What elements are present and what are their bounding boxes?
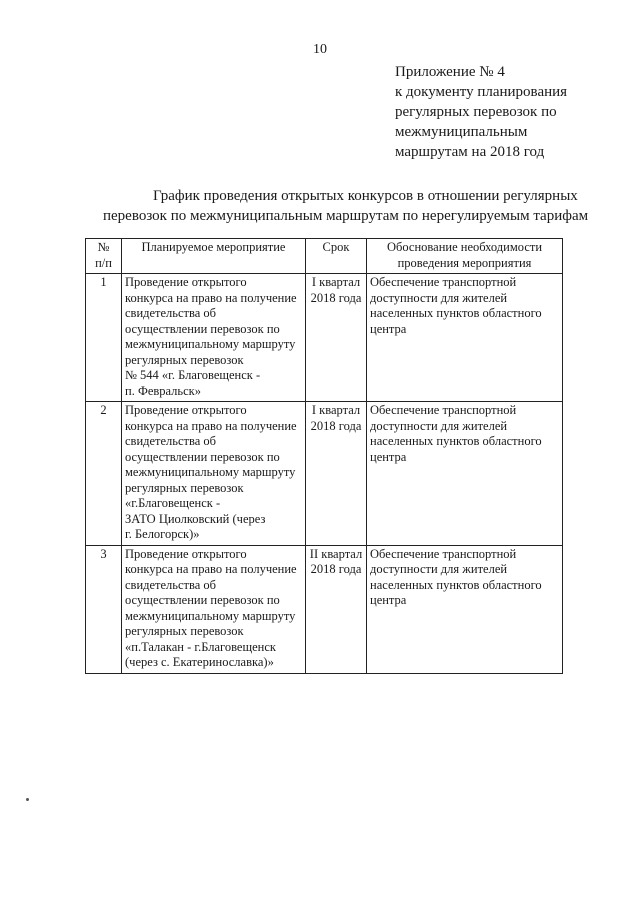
appendix-line: к документу планирования bbox=[395, 84, 568, 100]
row-number: 3 bbox=[86, 545, 122, 673]
row-event: Проведение открытого конкурса на право на получение свидетельства об осуществлении перевозок по межмуниципальному маршруту регулярных перевозок «п.Талакан - г.Благовещенск (через с. Екатеринославка)» bbox=[122, 545, 306, 673]
appendix-line: регулярных перевозок по bbox=[395, 104, 557, 120]
row-basis: Обеспечение транспортной доступности для жителей населенных пунктов областного центра bbox=[367, 545, 563, 673]
table-row bbox=[86, 545, 563, 673]
title-line: перевозок по межмуниципальным маршрутам по нерегулируемым тарифам bbox=[103, 208, 589, 224]
document-title bbox=[40, 186, 640, 226]
header-num: № п/п bbox=[86, 239, 122, 274]
row-term: I квартал 2018 года bbox=[306, 274, 367, 402]
table-row bbox=[86, 402, 563, 546]
page-number: 10 bbox=[313, 42, 327, 57]
appendix-note bbox=[395, 62, 625, 162]
appendix-line: межмуниципальным bbox=[395, 124, 528, 140]
row-event: Проведение открытого конкурса на право на получение свидетельства об осуществлении перевозок по межмуниципальному маршруту регулярных перевозок № 544 «г. Благовещенск - п. Февральск» bbox=[122, 274, 306, 402]
row-number: 2 bbox=[86, 402, 122, 546]
row-basis: Обеспечение транспортной доступности для жителей населенных пунктов областного центра bbox=[367, 402, 563, 546]
header-event: Планируемое мероприятие bbox=[122, 239, 306, 274]
row-term: II квартал 2018 года bbox=[306, 545, 367, 673]
row-event: Проведение открытого конкурса на право на получение свидетельства об осуществлении перевозок по межмуниципальному маршруту регулярных перевозок «г.Благовещенск - ЗАТО Циолковский (через г. Белогорск)» bbox=[122, 402, 306, 546]
table-row bbox=[86, 274, 563, 402]
appendix-line: Приложение № 4 bbox=[395, 64, 505, 80]
row-term: I квартал 2018 года bbox=[306, 402, 367, 546]
header-basis: Обоснование необходимости проведения мероприятия bbox=[367, 239, 563, 274]
table-header-row bbox=[86, 239, 563, 274]
schedule-table bbox=[85, 238, 563, 674]
title-line: График проведения открытых конкурсов в отношении регулярных bbox=[153, 188, 578, 204]
scan-speck bbox=[26, 798, 29, 801]
row-basis: Обеспечение транспортной доступности для жителей населенных пунктов областного центра bbox=[367, 274, 563, 402]
header-term: Срок bbox=[306, 239, 367, 274]
row-number: 1 bbox=[86, 274, 122, 402]
appendix-line: маршрутам на 2018 год bbox=[395, 144, 545, 160]
